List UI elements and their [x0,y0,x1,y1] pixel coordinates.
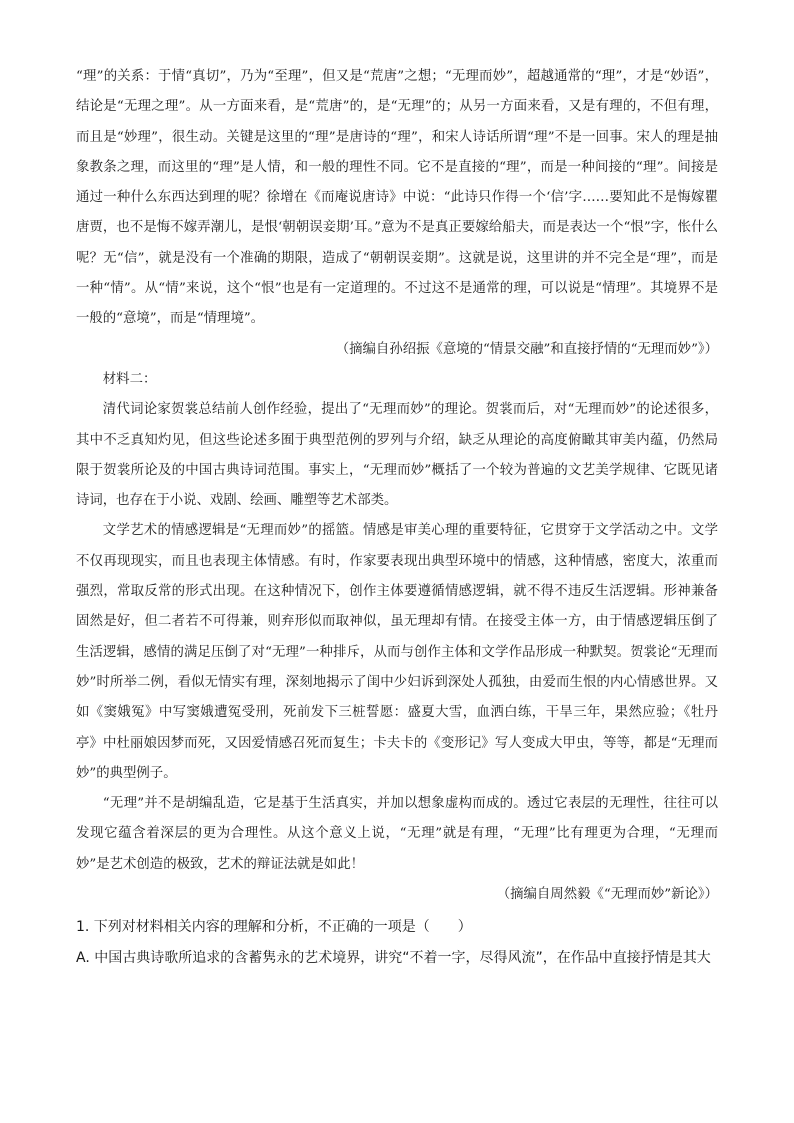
material1-source: （摘编自孙绍振《意境的“情景交融”和直接抒情的“无理而妙”》） [335,341,718,357]
material2-heading: 材料二： [102,371,157,387]
material2-paragraph-3: “无理”并不是胡编乱造，它是基于生活真实，并加以想象虚构而成的。透过它表层的无理性，往往可以发现它蕴含着深层的更为合理性。从这个意义上说，“无理”就是有理，“无理”比有理更为合理，“无理而妙”是艺术创造的极致，艺术的辩证法就是如此！ [76,796,718,872]
material2-paragraph-2: 文学艺术的情感逻辑是“无理而妙”的摇篮。情感是审美心理的重要特征，它贯穿于文学活动之中。文学不仅再现现实，而且也表现主体情感。有时，作家要表现出典型环境中的情感，这种情感，密度大，浓重而强烈，常取反常的形式出现。在这种情况下，创作主体要遵循情感逻辑，就不得不违反生活逻辑。形神兼备固然是好，但二者若不可得兼，则弃形似而取神似，虽无理却有情。在接受主体一方，由于情感逻辑压倒了生活逻辑，感情的满足压倒了对“无理”一种排斥，从而与创作主体和文学作品形成一种默契。贺裳论“无理而妙”时所举二例，看似无情实有理，深刻地揭示了闺中少妇诉到深处人孤独，由爱而生恨的内心情感世界。又如《窦娥冤》中写窦娥遭冤受刑，死前发下三桩誓愿：盛夏大雪，血洒白练，干旱三年，果然应验；《牡丹亭》中杜丽娘因梦而死，又因爱情感召死而复生；卡夫卡的《变形记》写人变成大甲虫，等等，都是“无理而妙”的典型例子。 [76,523,718,781]
material1-paragraph: “理”的关系：于情“真切”，乃为“至理”，但又是“荒唐”之想；“无理而妙”，超越通常的“理”，才是“妙语”，结论是“无理之理”。从一方面来看，是“荒唐”的，是“无理”的；从另一方面来看，又是有理的，不但有理，而且是“妙理”，很生动。关键是这里的“理”是唐诗的“理”，和宋人诗话所谓“理”不是一回事。宋人的理是抽象教条之理，而这里的“理”是人情，和一般的理性不同。它不是直接的“理”，而是一种间接的“理”。间接是通过一种什么东西达到理的呢？徐增在《而庵说唐诗》中说：“此诗只作得一个‘信’字……要知此不是悔嫁瞿唐贾，也不是悔不嫁弄潮儿，是恨‘朝朝误妾期’耳。”意为不是真正要嫁给船夫，而是表达一个“恨”字，怅什么呢？无“信”，就是没有一个准确的期限，造成了“朝朝误妾期”。这就是说，这里讲的并不完全是“理”，而是一种“情”。从“情”来说，这个“恨”也是有一定道理的。不过这不是通常的理，可以说是“情理”。其境界不是一般的“意境”，而是“情理境”。 [76,69,718,327]
question-1-option-a: A. 中国古典诗歌所追求的含蓄隽永的艺术境界，讲究“不着一字，尽得风流”，在作品中直接抒情是其大 [76,949,711,966]
material2-source: （摘编自周然毅《“无理而妙”新论》） [496,887,718,903]
question-1-stem: 1. 下列对材料相关内容的理解和分析，不正确的一项是（ ） [76,919,472,936]
material2-paragraph-1: 清代词论家贺裳总结前人创作经验，提出了“无理而妙”的理论。贺裳而后，对“无理而妙”的论述很多，其中不乏真知灼见，但这些论述多囿于典型范例的罗列与介绍，缺乏从理论的高度俯瞰其审美内蕴，仍然局限于贺裳所论及的中国古典诗词范围。事实上，“无理而妙”概括了一个较为普遍的文艺美学规律、它既见诸诗词，也存在于小说、戏剧、绘画、雕塑等艺术部类。 [76,402,718,509]
